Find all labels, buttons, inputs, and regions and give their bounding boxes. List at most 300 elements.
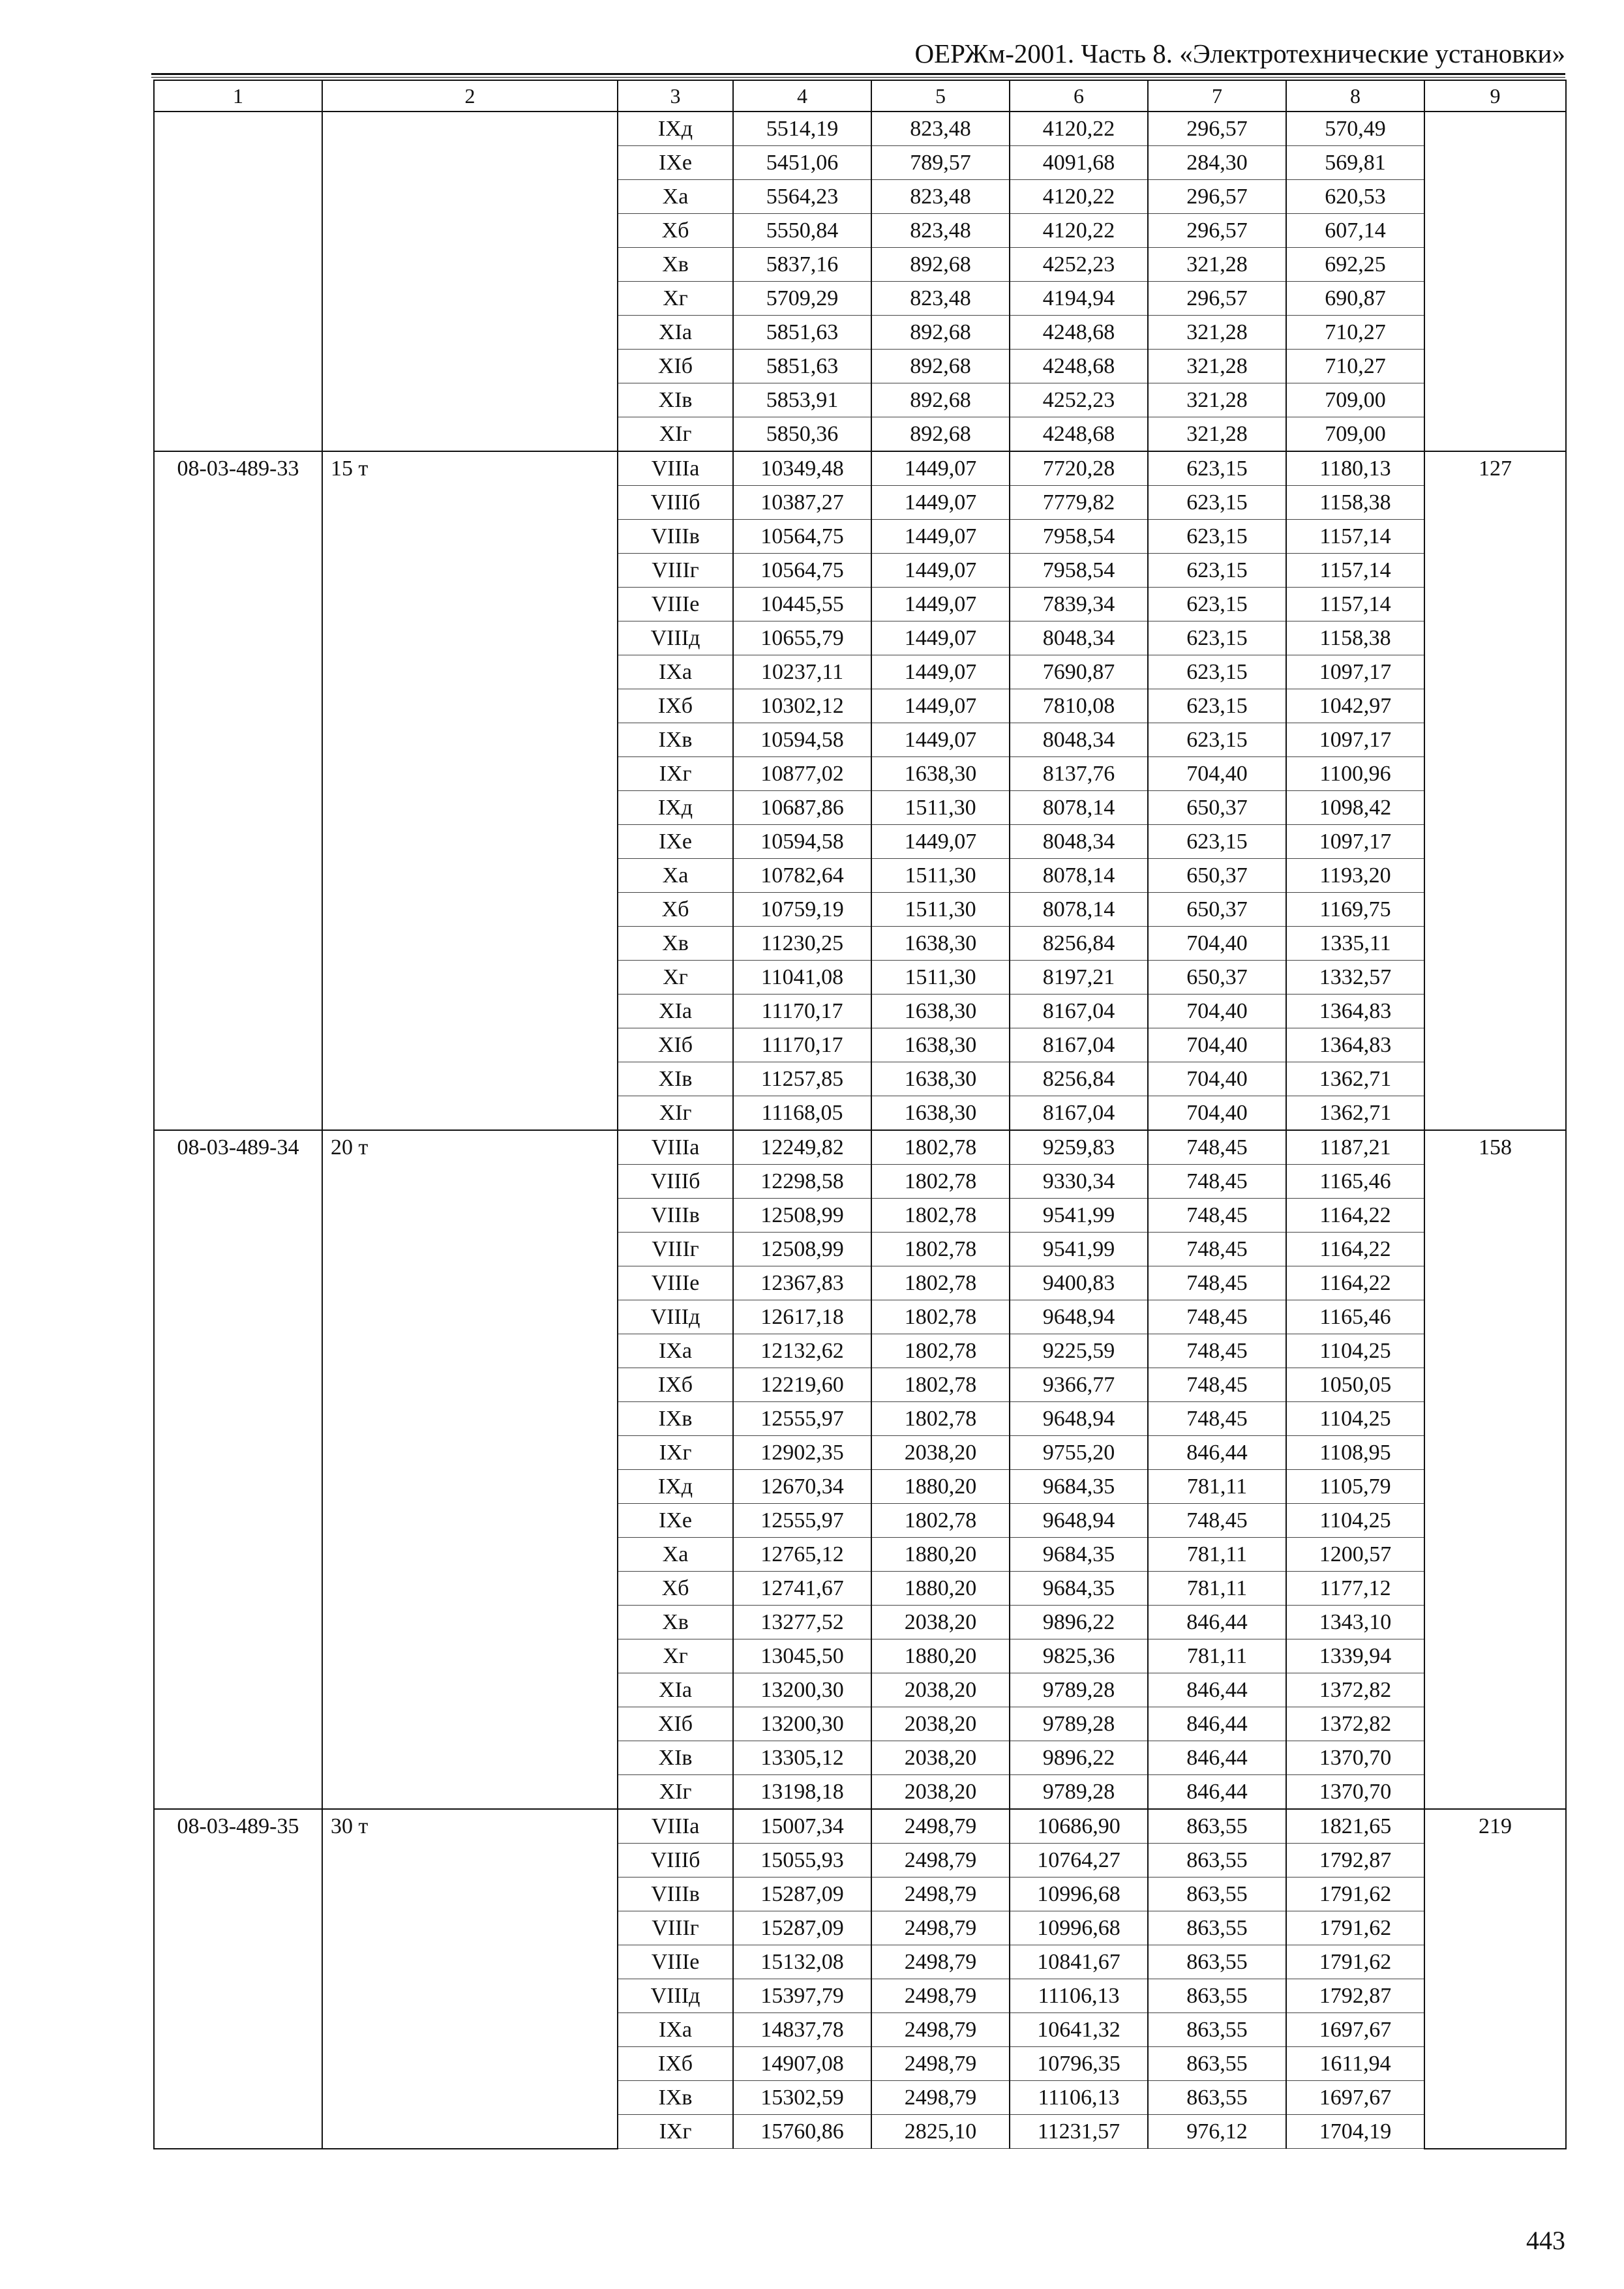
zone-cell: VIIIг <box>618 554 733 588</box>
value-cell: 12132,62 <box>733 1334 871 1368</box>
value-cell: 1880,20 <box>871 1639 1010 1673</box>
item-code: 08-03-489-33 <box>154 451 322 1130</box>
zone-cell: XIа <box>618 1673 733 1707</box>
value-cell: 15055,93 <box>733 1844 871 1878</box>
value-cell: 1158,38 <box>1286 621 1424 655</box>
value-cell: 13045,50 <box>733 1639 871 1673</box>
value-cell: 5709,29 <box>733 282 871 316</box>
value-cell: 570,49 <box>1286 112 1424 146</box>
value-cell: 1362,71 <box>1286 1062 1424 1096</box>
column-number: 4 <box>733 80 871 112</box>
value-cell: 1802,78 <box>871 1199 1010 1233</box>
value-cell: 1802,78 <box>871 1165 1010 1199</box>
value-cell: 1791,62 <box>1286 1878 1424 1911</box>
value-cell: 1042,97 <box>1286 689 1424 723</box>
value-cell: 1372,82 <box>1286 1673 1424 1707</box>
table-row <box>154 1809 1566 1844</box>
value-cell: 2825,10 <box>871 2115 1010 2149</box>
value-cell: 781,11 <box>1148 1639 1286 1673</box>
value-cell: 1449,07 <box>871 554 1010 588</box>
zone-cell: VIIIг <box>618 1233 733 1266</box>
value-cell: 704,40 <box>1148 995 1286 1028</box>
value-cell: 1164,22 <box>1286 1233 1424 1266</box>
value-cell: 15760,86 <box>733 2115 871 2149</box>
item-count: 219 <box>1424 1809 1566 2149</box>
zone-cell: XIв <box>618 1741 733 1775</box>
value-cell: 1697,67 <box>1286 2081 1424 2115</box>
value-cell: 1372,82 <box>1286 1707 1424 1741</box>
zone-cell: VIIIб <box>618 486 733 520</box>
value-cell: 9648,94 <box>1010 1300 1148 1334</box>
zone-cell: IXе <box>618 825 733 859</box>
value-cell: 1097,17 <box>1286 825 1424 859</box>
value-cell: 11230,25 <box>733 927 871 961</box>
zone-cell: VIIIд <box>618 621 733 655</box>
value-cell: 8137,76 <box>1010 757 1148 791</box>
value-cell: 1638,30 <box>871 995 1010 1028</box>
value-cell: 1697,67 <box>1286 2013 1424 2047</box>
value-cell: 863,55 <box>1148 2081 1286 2115</box>
value-cell: 1449,07 <box>871 723 1010 757</box>
zone-cell: Xа <box>618 1538 733 1572</box>
value-cell: 1821,65 <box>1286 1809 1424 1844</box>
value-cell: 4252,23 <box>1010 383 1148 417</box>
value-cell: 321,28 <box>1148 417 1286 452</box>
value-cell: 748,45 <box>1148 1266 1286 1300</box>
value-cell: 9541,99 <box>1010 1233 1148 1266</box>
value-cell: 1200,57 <box>1286 1538 1424 1572</box>
value-cell: 15287,09 <box>733 1911 871 1945</box>
value-cell: 781,11 <box>1148 1470 1286 1504</box>
value-cell: 1050,05 <box>1286 1368 1424 1402</box>
value-cell: 1364,83 <box>1286 1028 1424 1062</box>
value-cell: 1802,78 <box>871 1368 1010 1402</box>
value-cell: 709,00 <box>1286 417 1424 452</box>
zone-cell: Xа <box>618 180 733 214</box>
value-cell: 748,45 <box>1148 1199 1286 1233</box>
zone-cell: IXб <box>618 2047 733 2081</box>
value-cell: 2038,20 <box>871 1741 1010 1775</box>
value-cell: 623,15 <box>1148 689 1286 723</box>
zone-cell: Xб <box>618 214 733 248</box>
header-rule-thin <box>151 77 1565 78</box>
value-cell: 9789,28 <box>1010 1707 1148 1741</box>
value-cell: 748,45 <box>1148 1334 1286 1368</box>
zone-cell: XIг <box>618 1096 733 1131</box>
value-cell: 5564,23 <box>733 180 871 214</box>
value-cell: 12508,99 <box>733 1233 871 1266</box>
value-cell: 1104,25 <box>1286 1334 1424 1368</box>
price-table <box>153 80 1567 2149</box>
value-cell: 1165,46 <box>1286 1165 1424 1199</box>
value-cell: 2498,79 <box>871 2047 1010 2081</box>
value-cell: 2498,79 <box>871 2081 1010 2115</box>
value-cell: 569,81 <box>1286 146 1424 180</box>
value-cell: 1165,46 <box>1286 1300 1424 1334</box>
value-cell: 10594,58 <box>733 723 871 757</box>
value-cell: 11041,08 <box>733 961 871 995</box>
value-cell: 1638,30 <box>871 1062 1010 1096</box>
zone-cell: VIIIд <box>618 1979 733 2013</box>
value-cell: 9684,35 <box>1010 1538 1148 1572</box>
item-weight: 30 т <box>322 1809 618 2149</box>
zone-cell: XIв <box>618 1062 733 1096</box>
value-cell: 9789,28 <box>1010 1775 1148 1810</box>
zone-cell: VIIIе <box>618 1266 733 1300</box>
value-cell: 2498,79 <box>871 1844 1010 1878</box>
item-code <box>154 112 322 451</box>
value-cell: 10655,79 <box>733 621 871 655</box>
value-cell: 650,37 <box>1148 859 1286 893</box>
value-cell: 8197,21 <box>1010 961 1148 995</box>
value-cell: 623,15 <box>1148 621 1286 655</box>
value-cell: 5550,84 <box>733 214 871 248</box>
value-cell: 284,30 <box>1148 146 1286 180</box>
value-cell: 5851,63 <box>733 316 871 350</box>
value-cell: 789,57 <box>871 146 1010 180</box>
value-cell: 9541,99 <box>1010 1199 1148 1233</box>
value-cell: 10996,68 <box>1010 1911 1148 1945</box>
value-cell: 296,57 <box>1148 112 1286 146</box>
value-cell: 8078,14 <box>1010 893 1148 927</box>
value-cell: 823,48 <box>871 112 1010 146</box>
value-cell: 710,27 <box>1286 316 1424 350</box>
value-cell: 8048,34 <box>1010 621 1148 655</box>
value-cell: 11170,17 <box>733 995 871 1028</box>
value-cell: 4248,68 <box>1010 316 1148 350</box>
value-cell: 1449,07 <box>871 520 1010 554</box>
zone-cell: IXб <box>618 1368 733 1402</box>
value-cell: 710,27 <box>1286 350 1424 383</box>
value-cell: 13200,30 <box>733 1707 871 1741</box>
zone-cell: IXв <box>618 2081 733 2115</box>
value-cell: 13198,18 <box>733 1775 871 1810</box>
value-cell: 846,44 <box>1148 1775 1286 1810</box>
item-weight: 20 т <box>322 1130 618 1809</box>
item-weight <box>322 112 618 451</box>
value-cell: 1802,78 <box>871 1300 1010 1334</box>
value-cell: 1164,22 <box>1286 1199 1424 1233</box>
zone-cell: Xв <box>618 927 733 961</box>
value-cell: 1802,78 <box>871 1266 1010 1300</box>
value-cell: 2498,79 <box>871 2013 1010 2047</box>
value-cell: 1193,20 <box>1286 859 1424 893</box>
value-cell: 5853,91 <box>733 383 871 417</box>
value-cell: 5850,36 <box>733 417 871 452</box>
value-cell: 13277,52 <box>733 1606 871 1639</box>
value-cell: 4252,23 <box>1010 248 1148 282</box>
value-cell: 9366,77 <box>1010 1368 1148 1402</box>
value-cell: 10759,19 <box>733 893 871 927</box>
value-cell: 7958,54 <box>1010 554 1148 588</box>
value-cell: 863,55 <box>1148 1844 1286 1878</box>
value-cell: 321,28 <box>1148 316 1286 350</box>
value-cell: 1511,30 <box>871 961 1010 995</box>
value-cell: 9648,94 <box>1010 1504 1148 1538</box>
table-row <box>154 112 1566 146</box>
value-cell: 4091,68 <box>1010 146 1148 180</box>
value-cell: 1364,83 <box>1286 995 1424 1028</box>
zone-cell: Xг <box>618 1639 733 1673</box>
zone-cell: IXг <box>618 1436 733 1470</box>
value-cell: 4120,22 <box>1010 214 1148 248</box>
value-cell: 704,40 <box>1148 1096 1286 1131</box>
value-cell: 607,14 <box>1286 214 1424 248</box>
zone-cell: XIб <box>618 350 733 383</box>
value-cell: 1449,07 <box>871 588 1010 621</box>
value-cell: 623,15 <box>1148 486 1286 520</box>
zone-cell: IXг <box>618 757 733 791</box>
zone-cell: IXд <box>618 112 733 146</box>
zone-cell: IXе <box>618 146 733 180</box>
value-cell: 7810,08 <box>1010 689 1148 723</box>
column-number: 9 <box>1424 80 1566 112</box>
value-cell: 8256,84 <box>1010 1062 1148 1096</box>
value-cell: 7720,28 <box>1010 451 1148 486</box>
value-cell: 748,45 <box>1148 1130 1286 1165</box>
value-cell: 863,55 <box>1148 1878 1286 1911</box>
zone-cell: XIб <box>618 1028 733 1062</box>
zone-cell: Xб <box>618 1572 733 1606</box>
item-code: 08-03-489-34 <box>154 1130 322 1809</box>
column-number: 1 <box>154 80 322 112</box>
value-cell: 12670,34 <box>733 1470 871 1504</box>
zone-cell: XIг <box>618 417 733 452</box>
value-cell: 1169,75 <box>1286 893 1424 927</box>
value-cell: 748,45 <box>1148 1165 1286 1199</box>
value-cell: 10387,27 <box>733 486 871 520</box>
value-cell: 1449,07 <box>871 689 1010 723</box>
zone-cell: IXд <box>618 791 733 825</box>
value-cell: 1362,71 <box>1286 1096 1424 1131</box>
value-cell: 2498,79 <box>871 1979 1010 2013</box>
value-cell: 10796,35 <box>1010 2047 1148 2081</box>
value-cell: 623,15 <box>1148 723 1286 757</box>
value-cell: 748,45 <box>1148 1368 1286 1402</box>
value-cell: 8256,84 <box>1010 927 1148 961</box>
value-cell: 2038,20 <box>871 1775 1010 1810</box>
item-count <box>1424 112 1566 451</box>
value-cell: 12249,82 <box>733 1130 871 1165</box>
zone-cell: VIIIе <box>618 588 733 621</box>
value-cell: 2038,20 <box>871 1606 1010 1639</box>
value-cell: 823,48 <box>871 282 1010 316</box>
value-cell: 11106,13 <box>1010 2081 1148 2115</box>
value-cell: 11106,13 <box>1010 1979 1148 2013</box>
value-cell: 12555,97 <box>733 1402 871 1436</box>
zone-cell: IXб <box>618 689 733 723</box>
value-cell: 892,68 <box>871 316 1010 350</box>
value-cell: 8167,04 <box>1010 995 1148 1028</box>
zone-cell: VIIIа <box>618 1130 733 1165</box>
value-cell: 10687,86 <box>733 791 871 825</box>
zone-cell: VIIIб <box>618 1844 733 1878</box>
value-cell: 9825,36 <box>1010 1639 1148 1673</box>
zone-cell: VIIIе <box>618 1945 733 1979</box>
value-cell: 692,25 <box>1286 248 1424 282</box>
value-cell: 1791,62 <box>1286 1945 1424 1979</box>
value-cell: 2038,20 <box>871 1707 1010 1741</box>
zone-cell: IXа <box>618 1334 733 1368</box>
value-cell: 15287,09 <box>733 1878 871 1911</box>
value-cell: 10782,64 <box>733 859 871 893</box>
value-cell: 4194,94 <box>1010 282 1148 316</box>
value-cell: 2498,79 <box>871 1945 1010 1979</box>
value-cell: 10564,75 <box>733 554 871 588</box>
value-cell: 1105,79 <box>1286 1470 1424 1504</box>
value-cell: 1511,30 <box>871 893 1010 927</box>
value-cell: 4120,22 <box>1010 112 1148 146</box>
value-cell: 12902,35 <box>733 1436 871 1470</box>
value-cell: 650,37 <box>1148 893 1286 927</box>
zone-cell: XIв <box>618 383 733 417</box>
column-number: 6 <box>1010 80 1148 112</box>
value-cell: 620,53 <box>1286 180 1424 214</box>
value-cell: 296,57 <box>1148 214 1286 248</box>
value-cell: 7779,82 <box>1010 486 1148 520</box>
value-cell: 748,45 <box>1148 1402 1286 1436</box>
value-cell: 9225,59 <box>1010 1334 1148 1368</box>
zone-cell: Xг <box>618 961 733 995</box>
value-cell: 2038,20 <box>871 1436 1010 1470</box>
value-cell: 1449,07 <box>871 621 1010 655</box>
value-cell: 1332,57 <box>1286 961 1424 995</box>
value-cell: 12367,83 <box>733 1266 871 1300</box>
value-cell: 12219,60 <box>733 1368 871 1402</box>
value-cell: 1449,07 <box>871 825 1010 859</box>
zone-cell: IXв <box>618 723 733 757</box>
value-cell: 11168,05 <box>733 1096 871 1131</box>
zone-cell: Xб <box>618 893 733 927</box>
value-cell: 8078,14 <box>1010 859 1148 893</box>
value-cell: 11257,85 <box>733 1062 871 1096</box>
zone-cell: IXе <box>618 1504 733 1538</box>
value-cell: 9684,35 <box>1010 1470 1148 1504</box>
value-cell: 863,55 <box>1148 1911 1286 1945</box>
value-cell: 863,55 <box>1148 2047 1286 2081</box>
zone-cell: VIIIа <box>618 1809 733 1844</box>
value-cell: 7690,87 <box>1010 655 1148 689</box>
value-cell: 1880,20 <box>871 1470 1010 1504</box>
value-cell: 846,44 <box>1148 1673 1286 1707</box>
zone-cell: VIIIв <box>618 1878 733 1911</box>
value-cell: 14837,78 <box>733 2013 871 2047</box>
value-cell: 9896,22 <box>1010 1741 1148 1775</box>
value-cell: 8048,34 <box>1010 723 1148 757</box>
value-cell: 863,55 <box>1148 1809 1286 1844</box>
value-cell: 12741,67 <box>733 1572 871 1606</box>
value-cell: 8167,04 <box>1010 1028 1148 1062</box>
value-cell: 9789,28 <box>1010 1673 1148 1707</box>
item-count: 127 <box>1424 451 1566 1130</box>
zone-cell: Xг <box>618 282 733 316</box>
value-cell: 1370,70 <box>1286 1775 1424 1810</box>
value-cell: 1157,14 <box>1286 588 1424 621</box>
value-cell: 4120,22 <box>1010 180 1148 214</box>
value-cell: 1792,87 <box>1286 1844 1424 1878</box>
value-cell: 10349,48 <box>733 451 871 486</box>
value-cell: 1177,12 <box>1286 1572 1424 1606</box>
value-cell: 10641,32 <box>1010 2013 1148 2047</box>
value-cell: 2498,79 <box>871 1911 1010 1945</box>
value-cell: 846,44 <box>1148 1606 1286 1639</box>
value-cell: 748,45 <box>1148 1233 1286 1266</box>
value-cell: 1638,30 <box>871 757 1010 791</box>
value-cell: 10594,58 <box>733 825 871 859</box>
value-cell: 1792,87 <box>1286 1979 1424 2013</box>
column-number: 8 <box>1286 80 1424 112</box>
value-cell: 9330,34 <box>1010 1165 1148 1199</box>
value-cell: 1104,25 <box>1286 1402 1424 1436</box>
value-cell: 1187,21 <box>1286 1130 1424 1165</box>
zone-cell: VIIIг <box>618 1911 733 1945</box>
value-cell: 5837,16 <box>733 248 871 282</box>
value-cell: 11231,57 <box>1010 2115 1148 2149</box>
table-row <box>154 451 1566 486</box>
value-cell: 863,55 <box>1148 1979 1286 2013</box>
value-cell: 1880,20 <box>871 1572 1010 1606</box>
value-cell: 1343,10 <box>1286 1606 1424 1639</box>
table-row <box>154 1130 1566 1165</box>
value-cell: 2038,20 <box>871 1673 1010 1707</box>
value-cell: 7958,54 <box>1010 520 1148 554</box>
value-cell: 1791,62 <box>1286 1911 1424 1945</box>
value-cell: 10302,12 <box>733 689 871 723</box>
column-number: 3 <box>618 80 733 112</box>
value-cell: 14907,08 <box>733 2047 871 2081</box>
value-cell: 15132,08 <box>733 1945 871 1979</box>
column-number: 7 <box>1148 80 1286 112</box>
value-cell: 10564,75 <box>733 520 871 554</box>
value-cell: 2498,79 <box>871 1809 1010 1844</box>
value-cell: 12765,12 <box>733 1538 871 1572</box>
zone-cell: Xа <box>618 859 733 893</box>
value-cell: 1104,25 <box>1286 1504 1424 1538</box>
column-number-row <box>154 80 1566 112</box>
value-cell: 9755,20 <box>1010 1436 1148 1470</box>
value-cell: 9896,22 <box>1010 1606 1148 1639</box>
value-cell: 781,11 <box>1148 1538 1286 1572</box>
value-cell: 15397,79 <box>733 1979 871 2013</box>
value-cell: 10841,67 <box>1010 1945 1148 1979</box>
running-header: ОЕРЖм-2001. Часть 8. «Электротехнические установки» <box>914 38 1565 68</box>
value-cell: 623,15 <box>1148 825 1286 859</box>
value-cell: 1449,07 <box>871 451 1010 486</box>
value-cell: 1370,70 <box>1286 1741 1424 1775</box>
value-cell: 623,15 <box>1148 520 1286 554</box>
value-cell: 1098,42 <box>1286 791 1424 825</box>
zone-cell: Xв <box>618 1606 733 1639</box>
zone-cell: VIIIд <box>618 1300 733 1334</box>
value-cell: 1638,30 <box>871 1096 1010 1131</box>
header-rule <box>151 73 1565 75</box>
value-cell: 748,45 <box>1148 1504 1286 1538</box>
value-cell: 690,87 <box>1286 282 1424 316</box>
zone-cell: IXа <box>618 655 733 689</box>
value-cell: 2498,79 <box>871 1878 1010 1911</box>
value-cell: 9259,83 <box>1010 1130 1148 1165</box>
value-cell: 623,15 <box>1148 451 1286 486</box>
value-cell: 13305,12 <box>733 1741 871 1775</box>
value-cell: 15007,34 <box>733 1809 871 1844</box>
value-cell: 10764,27 <box>1010 1844 1148 1878</box>
value-cell: 5851,63 <box>733 350 871 383</box>
value-cell: 12298,58 <box>733 1165 871 1199</box>
value-cell: 892,68 <box>871 417 1010 452</box>
value-cell: 8078,14 <box>1010 791 1148 825</box>
value-cell: 1511,30 <box>871 859 1010 893</box>
value-cell: 650,37 <box>1148 791 1286 825</box>
